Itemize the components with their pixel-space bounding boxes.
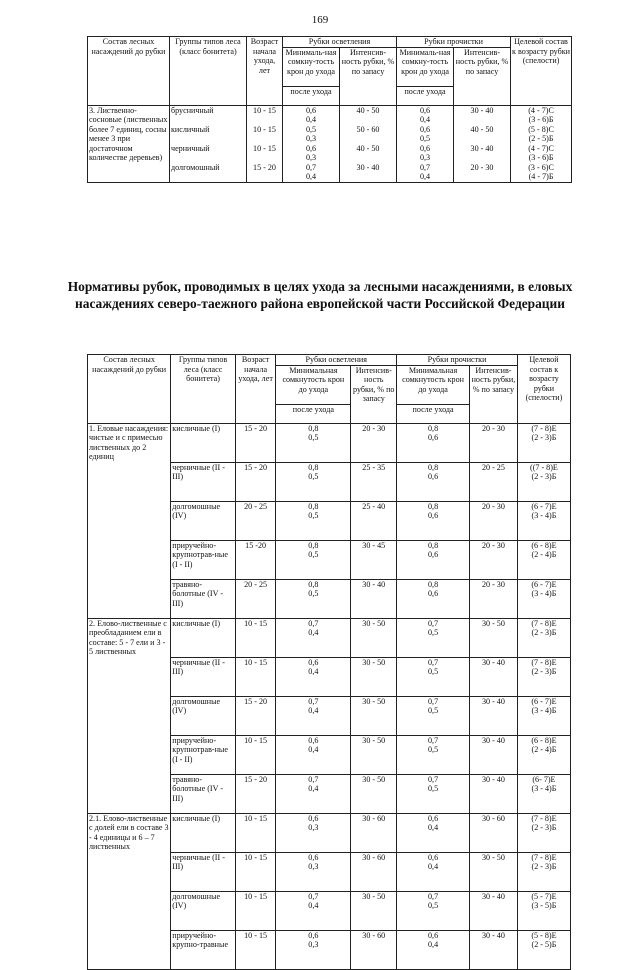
col-header-intensity: Интенсив-ность рубки, % по запасу [340, 47, 397, 105]
intensity-cell: 40 - 50 [340, 144, 397, 163]
group-cell: приручейно-крупно-травные [171, 930, 236, 969]
group-cell: приручейно-крупнотрав-ные (I - II) [171, 735, 236, 774]
min-density-cell [397, 125, 454, 144]
min-value: 0,7 [308, 774, 319, 784]
min-density-cell [397, 423, 470, 462]
after-value: 0,6 [428, 511, 439, 520]
min-value: 0,7 [308, 618, 319, 628]
target-line: (6 - 7)Е [531, 501, 557, 511]
target-line: (5 - 7)Е [531, 891, 557, 901]
after-value: 0,3 [308, 940, 319, 949]
after-value: 0,5 [308, 472, 319, 481]
target-line: (3 - 6)Б [528, 153, 554, 162]
target-line: (4 - 7)Б [528, 172, 554, 181]
min-density-cell [276, 501, 351, 540]
age-cell: 10 - 15 [235, 735, 276, 774]
after-value: 0,6 [428, 433, 439, 442]
target-cell [511, 144, 572, 163]
group-cell: кисличные (I) [171, 423, 236, 462]
col-header-min-density: Минималь-ная сомкну-тость крон до ухода [283, 47, 340, 86]
min-density-cell [276, 852, 351, 891]
intensity-cell: 30 - 40 [454, 144, 511, 163]
col-header-intensity: Интенсив-ность рубки, % по запасу [351, 365, 397, 423]
col-header-age: Возраст начала ухода, лет [235, 355, 276, 424]
after-value: 0,3 [308, 862, 319, 871]
min-density-cell [283, 105, 340, 125]
after-value: 0,5 [428, 784, 439, 793]
min-density-cell [276, 813, 351, 852]
min-density-cell [276, 696, 351, 735]
group-cell: черничные (II - III) [171, 852, 236, 891]
target-line: (6 - 7)Е [531, 696, 557, 706]
after-value: 0,4 [419, 172, 431, 181]
target-line: (7 - 8)Е [531, 852, 557, 862]
col-header-min-density: Минимальная сомкнутость крон до ухода [397, 365, 470, 404]
min-value: 0,8 [428, 579, 439, 589]
min-density-cell [283, 125, 340, 144]
composition-cell: 1. Еловые насаждения: чистые и с примесью лиственных до 2 единиц [88, 423, 171, 618]
min-value: 0,8 [428, 540, 439, 550]
target-line: (3 - 4)Б [531, 784, 557, 793]
group-cell: приручейно-крупнотрав-ные (I - II) [171, 540, 236, 579]
target-line: (2 - 3)Б [531, 667, 557, 676]
group-cell: черничные (II - III) [171, 462, 236, 501]
col-header-after: после ухода [397, 86, 454, 105]
target-cell [517, 696, 570, 735]
group-cell: долгомошные (IV) [171, 696, 236, 735]
min-value: 0,8 [428, 423, 439, 433]
target-line: (6 - 7)Е [531, 579, 557, 589]
age-cell: 15 - 20 [247, 163, 283, 183]
table-pine-birch-norms [87, 36, 572, 183]
col-header-after: после ухода [283, 86, 340, 105]
target-line: (3 - 4)Б [531, 589, 557, 598]
group-cell: черничные (II - III) [171, 657, 236, 696]
after-value: 0,6 [428, 550, 439, 559]
intensity-cell: 25 - 35 [351, 462, 397, 501]
age-cell: 15 -20 [235, 540, 276, 579]
min-value: 0,8 [308, 462, 319, 472]
min-value: 0,8 [428, 462, 439, 472]
after-value: 0,6 [428, 589, 439, 598]
min-density-cell [276, 774, 351, 813]
group-cell: долгомошные (IV) [171, 501, 236, 540]
min-density-cell [283, 144, 340, 163]
target-line: (3 - 6)Б [528, 115, 554, 124]
after-value: 0,4 [419, 115, 431, 124]
target-cell [517, 852, 570, 891]
group-cell: черничный [170, 144, 247, 163]
min-value: 0,8 [308, 501, 319, 511]
min-value: 0,7 [428, 891, 439, 901]
intensity-cell: 30 - 40 [470, 696, 518, 735]
min-value: 0,6 [308, 735, 319, 745]
col-header-target: Целевой состав к возрасту рубки (спелости) [511, 37, 572, 106]
table-row [88, 813, 571, 852]
target-line: (4 - 7)С [528, 105, 554, 115]
intensity-cell: 30 - 40 [470, 891, 518, 930]
min-density-cell [397, 540, 470, 579]
intensity-cell: 30 - 40 [340, 163, 397, 183]
col-header-composition: Состав лесных насаждений до рубки [88, 355, 171, 424]
after-value: 0,4 [308, 628, 319, 637]
intensity-cell: 30 - 40 [470, 930, 518, 969]
target-line: (3 - 5)Б [531, 901, 557, 910]
intensity-cell: 30 - 50 [351, 696, 397, 735]
col-header-min-density: Минимальная сомкнутость крон до ухода [276, 365, 351, 404]
after-value: 0,5 [308, 433, 319, 442]
after-value: 0,6 [428, 472, 439, 481]
target-line: (7 - 8)Е [531, 657, 557, 667]
col-header-lightening: Рубки осветления [283, 37, 397, 48]
section-title: Нормативы рубок, проводимых в целях ухода за лесными насаждениями, в еловых насаждениях северо-таежного района европейской части Российской Федерации [67, 279, 573, 311]
intensity-cell: 30 - 40 [470, 774, 518, 813]
age-cell: 10 - 15 [235, 618, 276, 657]
target-line: (3 - 6)С [528, 162, 554, 172]
min-density-cell [397, 579, 470, 618]
target-line: (3 - 4)Б [531, 511, 557, 520]
after-value: 0,5 [428, 745, 439, 754]
min-value: 0,7 [428, 735, 439, 745]
target-cell [517, 813, 570, 852]
min-density-cell [397, 813, 470, 852]
age-cell: 10 - 15 [235, 657, 276, 696]
group-cell: брусничный [170, 105, 247, 125]
after-value: 0,4 [428, 862, 439, 871]
intensity-cell: 30 - 40 [470, 657, 518, 696]
intensity-cell: 30 - 60 [351, 852, 397, 891]
col-header-lightening: Рубки осветления [276, 355, 397, 366]
intensity-cell: 30 - 60 [351, 813, 397, 852]
min-value: 0,5 [305, 124, 317, 134]
intensity-cell: 30 - 50 [351, 891, 397, 930]
min-density-cell [397, 696, 470, 735]
min-density-cell [276, 657, 351, 696]
after-value: 0,3 [419, 153, 431, 162]
intensity-cell: 30 - 50 [351, 774, 397, 813]
group-cell: долгомошные (IV) [171, 891, 236, 930]
after-value: 0,4 [305, 172, 317, 181]
target-cell [517, 774, 570, 813]
age-cell: 15 - 20 [235, 462, 276, 501]
group-cell: травяно-болотные (IV - III) [171, 579, 236, 618]
after-value: 0,4 [308, 901, 319, 910]
target-line: (2 - 3)Б [531, 823, 557, 832]
target-line: (6- 7)Е [532, 774, 556, 784]
table-row [88, 618, 571, 657]
age-cell: 10 - 15 [247, 144, 283, 163]
intensity-cell: 20 - 30 [470, 501, 518, 540]
min-value: 0,6 [308, 852, 319, 862]
age-cell: 10 - 15 [235, 930, 276, 969]
min-value: 0,7 [308, 891, 319, 901]
min-density-cell [397, 852, 470, 891]
min-value: 0,6 [419, 124, 431, 134]
group-cell: долгомошный [170, 163, 247, 183]
min-density-cell [397, 144, 454, 163]
col-header-target: Целевой состав к возрасту рубки (спелости) [517, 355, 570, 424]
target-line: ((7 - 8)Е [530, 462, 558, 472]
min-value: 0,7 [428, 657, 439, 667]
min-density-cell [276, 423, 351, 462]
target-line: (7 - 8)Е [531, 423, 557, 433]
age-cell: 15 - 20 [235, 774, 276, 813]
target-line: (2 - 3)Б [531, 472, 557, 481]
target-line: (7 - 8)Е [531, 618, 557, 628]
target-line: (2 - 3)Б [531, 628, 557, 637]
table-spruce-norms [87, 354, 571, 970]
min-density-cell [276, 462, 351, 501]
page-number: 169 [311, 14, 329, 26]
min-value: 0,7 [428, 696, 439, 706]
min-density-cell [276, 891, 351, 930]
target-cell [517, 501, 570, 540]
target-line: (5 - 8)Е [531, 930, 557, 940]
age-cell: 10 - 15 [235, 813, 276, 852]
min-density-cell [276, 618, 351, 657]
after-value: 0,3 [308, 823, 319, 832]
target-line: (2 - 4)Б [531, 745, 557, 754]
min-value: 0,7 [428, 774, 439, 784]
target-line: (6 - 8)Е [531, 735, 557, 745]
min-value: 0,6 [419, 143, 431, 153]
intensity-cell: 30 - 40 [351, 579, 397, 618]
min-density-cell [397, 774, 470, 813]
target-line: (2 - 3)Б [531, 862, 557, 871]
target-line: (5 - 8)С [528, 124, 554, 134]
intensity-cell: 25 - 40 [351, 501, 397, 540]
composition-cell: 3. Лиственно-сосновые (лиственных более 7 единиц, сосны менее 3 при достаточном количестве деревьев) [88, 105, 170, 182]
min-value: 0,6 [308, 657, 319, 667]
col-header-groups: Группы типов леса (класс бонитета) [171, 355, 236, 424]
after-value: 0,4 [308, 784, 319, 793]
target-cell [517, 930, 570, 969]
min-density-cell [397, 163, 454, 183]
target-line: (2 - 5)Б [528, 134, 554, 143]
col-header-intensity: Интенсив-ность рубки, % по запасу [470, 365, 518, 423]
age-cell: 20 - 25 [235, 501, 276, 540]
min-value: 0,8 [308, 579, 319, 589]
min-value: 0,6 [428, 852, 439, 862]
col-header-min-density: Минималь-ная сомкну-тость крон до ухода [397, 47, 454, 86]
min-density-cell [283, 163, 340, 183]
after-value: 0,4 [308, 667, 319, 676]
min-density-cell [276, 540, 351, 579]
min-value: 0,7 [305, 162, 317, 172]
group-cell: травяно-болотные (IV - III) [171, 774, 236, 813]
min-value: 0,6 [428, 813, 439, 823]
min-density-cell [397, 735, 470, 774]
after-value: 0,4 [308, 706, 319, 715]
target-cell [517, 618, 570, 657]
age-cell: 10 - 15 [247, 105, 283, 125]
col-header-cleaning: Рубки прочистки [397, 37, 511, 48]
col-header-after: после ухода [276, 404, 351, 423]
age-cell: 10 - 15 [235, 891, 276, 930]
min-value: 0,6 [305, 143, 317, 153]
col-header-groups: Группы типов леса (класс бонитета) [170, 37, 247, 106]
min-value: 0,8 [308, 423, 319, 433]
min-density-cell [397, 618, 470, 657]
intensity-cell: 20 - 30 [470, 579, 518, 618]
min-value: 0,6 [305, 105, 317, 115]
after-value: 0,4 [305, 115, 317, 124]
after-value: 0,5 [428, 901, 439, 910]
intensity-cell: 30 - 40 [454, 105, 511, 125]
intensity-cell: 40 - 50 [454, 125, 511, 144]
intensity-cell: 30 - 50 [470, 852, 518, 891]
after-value: 0,3 [305, 153, 317, 162]
after-value: 0,5 [428, 628, 439, 637]
min-value: 0,6 [308, 813, 319, 823]
min-value: 0,7 [419, 162, 431, 172]
target-line: (2 - 3)Б [531, 433, 557, 442]
intensity-cell: 30 - 60 [470, 813, 518, 852]
min-density-cell [397, 657, 470, 696]
intensity-cell: 30 - 60 [351, 930, 397, 969]
min-density-cell [276, 735, 351, 774]
target-cell [517, 735, 570, 774]
after-value: 0,5 [308, 511, 319, 520]
col-header-age: Возраст начала ухода, лет [247, 37, 283, 106]
target-cell [517, 423, 570, 462]
age-cell: 10 - 15 [247, 125, 283, 144]
after-value: 0,5 [308, 550, 319, 559]
intensity-cell: 40 - 50 [340, 105, 397, 125]
intensity-cell: 30 - 50 [351, 618, 397, 657]
min-density-cell [397, 501, 470, 540]
composition-cell: 2.1. Елово-лиственные с долей ели в составе 3 - 4 единицы и 6 – 7 лиственных [88, 813, 171, 969]
intensity-cell: 30 - 45 [351, 540, 397, 579]
min-density-cell [276, 579, 351, 618]
col-header-composition: Состав лесных насаждений до рубки [88, 37, 170, 106]
min-value: 0,6 [428, 930, 439, 940]
min-density-cell [397, 891, 470, 930]
target-line: (7 - 8)Е [531, 813, 557, 823]
target-cell [511, 105, 572, 125]
intensity-cell: 30 - 50 [351, 657, 397, 696]
intensity-cell: 20 - 30 [351, 423, 397, 462]
after-value: 0,5 [428, 706, 439, 715]
age-cell: 15 - 20 [235, 423, 276, 462]
after-value: 0,5 [419, 134, 431, 143]
min-value: 0,8 [428, 501, 439, 511]
intensity-cell: 20 - 30 [470, 540, 518, 579]
age-cell: 10 - 15 [235, 852, 276, 891]
group-cell: кисличные (I) [171, 813, 236, 852]
target-line: (6 - 8)Е [531, 540, 557, 550]
target-cell [517, 579, 570, 618]
min-value: 0,7 [428, 618, 439, 628]
min-value: 0,6 [419, 105, 431, 115]
min-value: 0,7 [308, 696, 319, 706]
intensity-cell: 30 - 50 [470, 618, 518, 657]
col-header-cleaning: Рубки прочистки [397, 355, 518, 366]
min-density-cell [276, 930, 351, 969]
target-line: (2 - 4)Б [531, 550, 557, 559]
group-cell: кисличные (I) [171, 618, 236, 657]
intensity-cell: 50 - 60 [340, 125, 397, 144]
after-value: 0,4 [308, 745, 319, 754]
group-cell: кисличный [170, 125, 247, 144]
after-value: 0,4 [428, 823, 439, 832]
col-header-intensity: Интенсив-ность рубки, % по запасу [454, 47, 511, 105]
min-value: 0,8 [308, 540, 319, 550]
target-cell [517, 462, 570, 501]
composition-cell: 2. Елово-лиственные с преобладанием ели в составе: 5 - 7 ели и 3 - 5 лиственных [88, 618, 171, 813]
intensity-cell: 20 - 25 [470, 462, 518, 501]
target-cell [517, 657, 570, 696]
min-density-cell [397, 105, 454, 125]
after-value: 0,5 [308, 589, 319, 598]
table-row [88, 423, 571, 462]
after-value: 0,5 [428, 667, 439, 676]
after-value: 0,3 [305, 134, 317, 143]
min-density-cell [397, 462, 470, 501]
age-cell: 20 - 25 [235, 579, 276, 618]
target-line: (2 - 5)Б [531, 940, 557, 949]
target-cell [517, 891, 570, 930]
target-line: (3 - 4)Б [531, 706, 557, 715]
col-header-after: после ухода [397, 404, 470, 423]
intensity-cell: 30 - 50 [351, 735, 397, 774]
target-line: (4 - 7)С [528, 143, 554, 153]
target-cell [511, 125, 572, 144]
age-cell: 15 - 20 [235, 696, 276, 735]
intensity-cell: 20 - 30 [470, 423, 518, 462]
min-value: 0,6 [308, 930, 319, 940]
target-cell [511, 163, 572, 183]
min-density-cell [397, 930, 470, 969]
after-value: 0,4 [428, 940, 439, 949]
intensity-cell: 30 - 40 [470, 735, 518, 774]
intensity-cell: 20 - 30 [454, 163, 511, 183]
target-cell [517, 540, 570, 579]
